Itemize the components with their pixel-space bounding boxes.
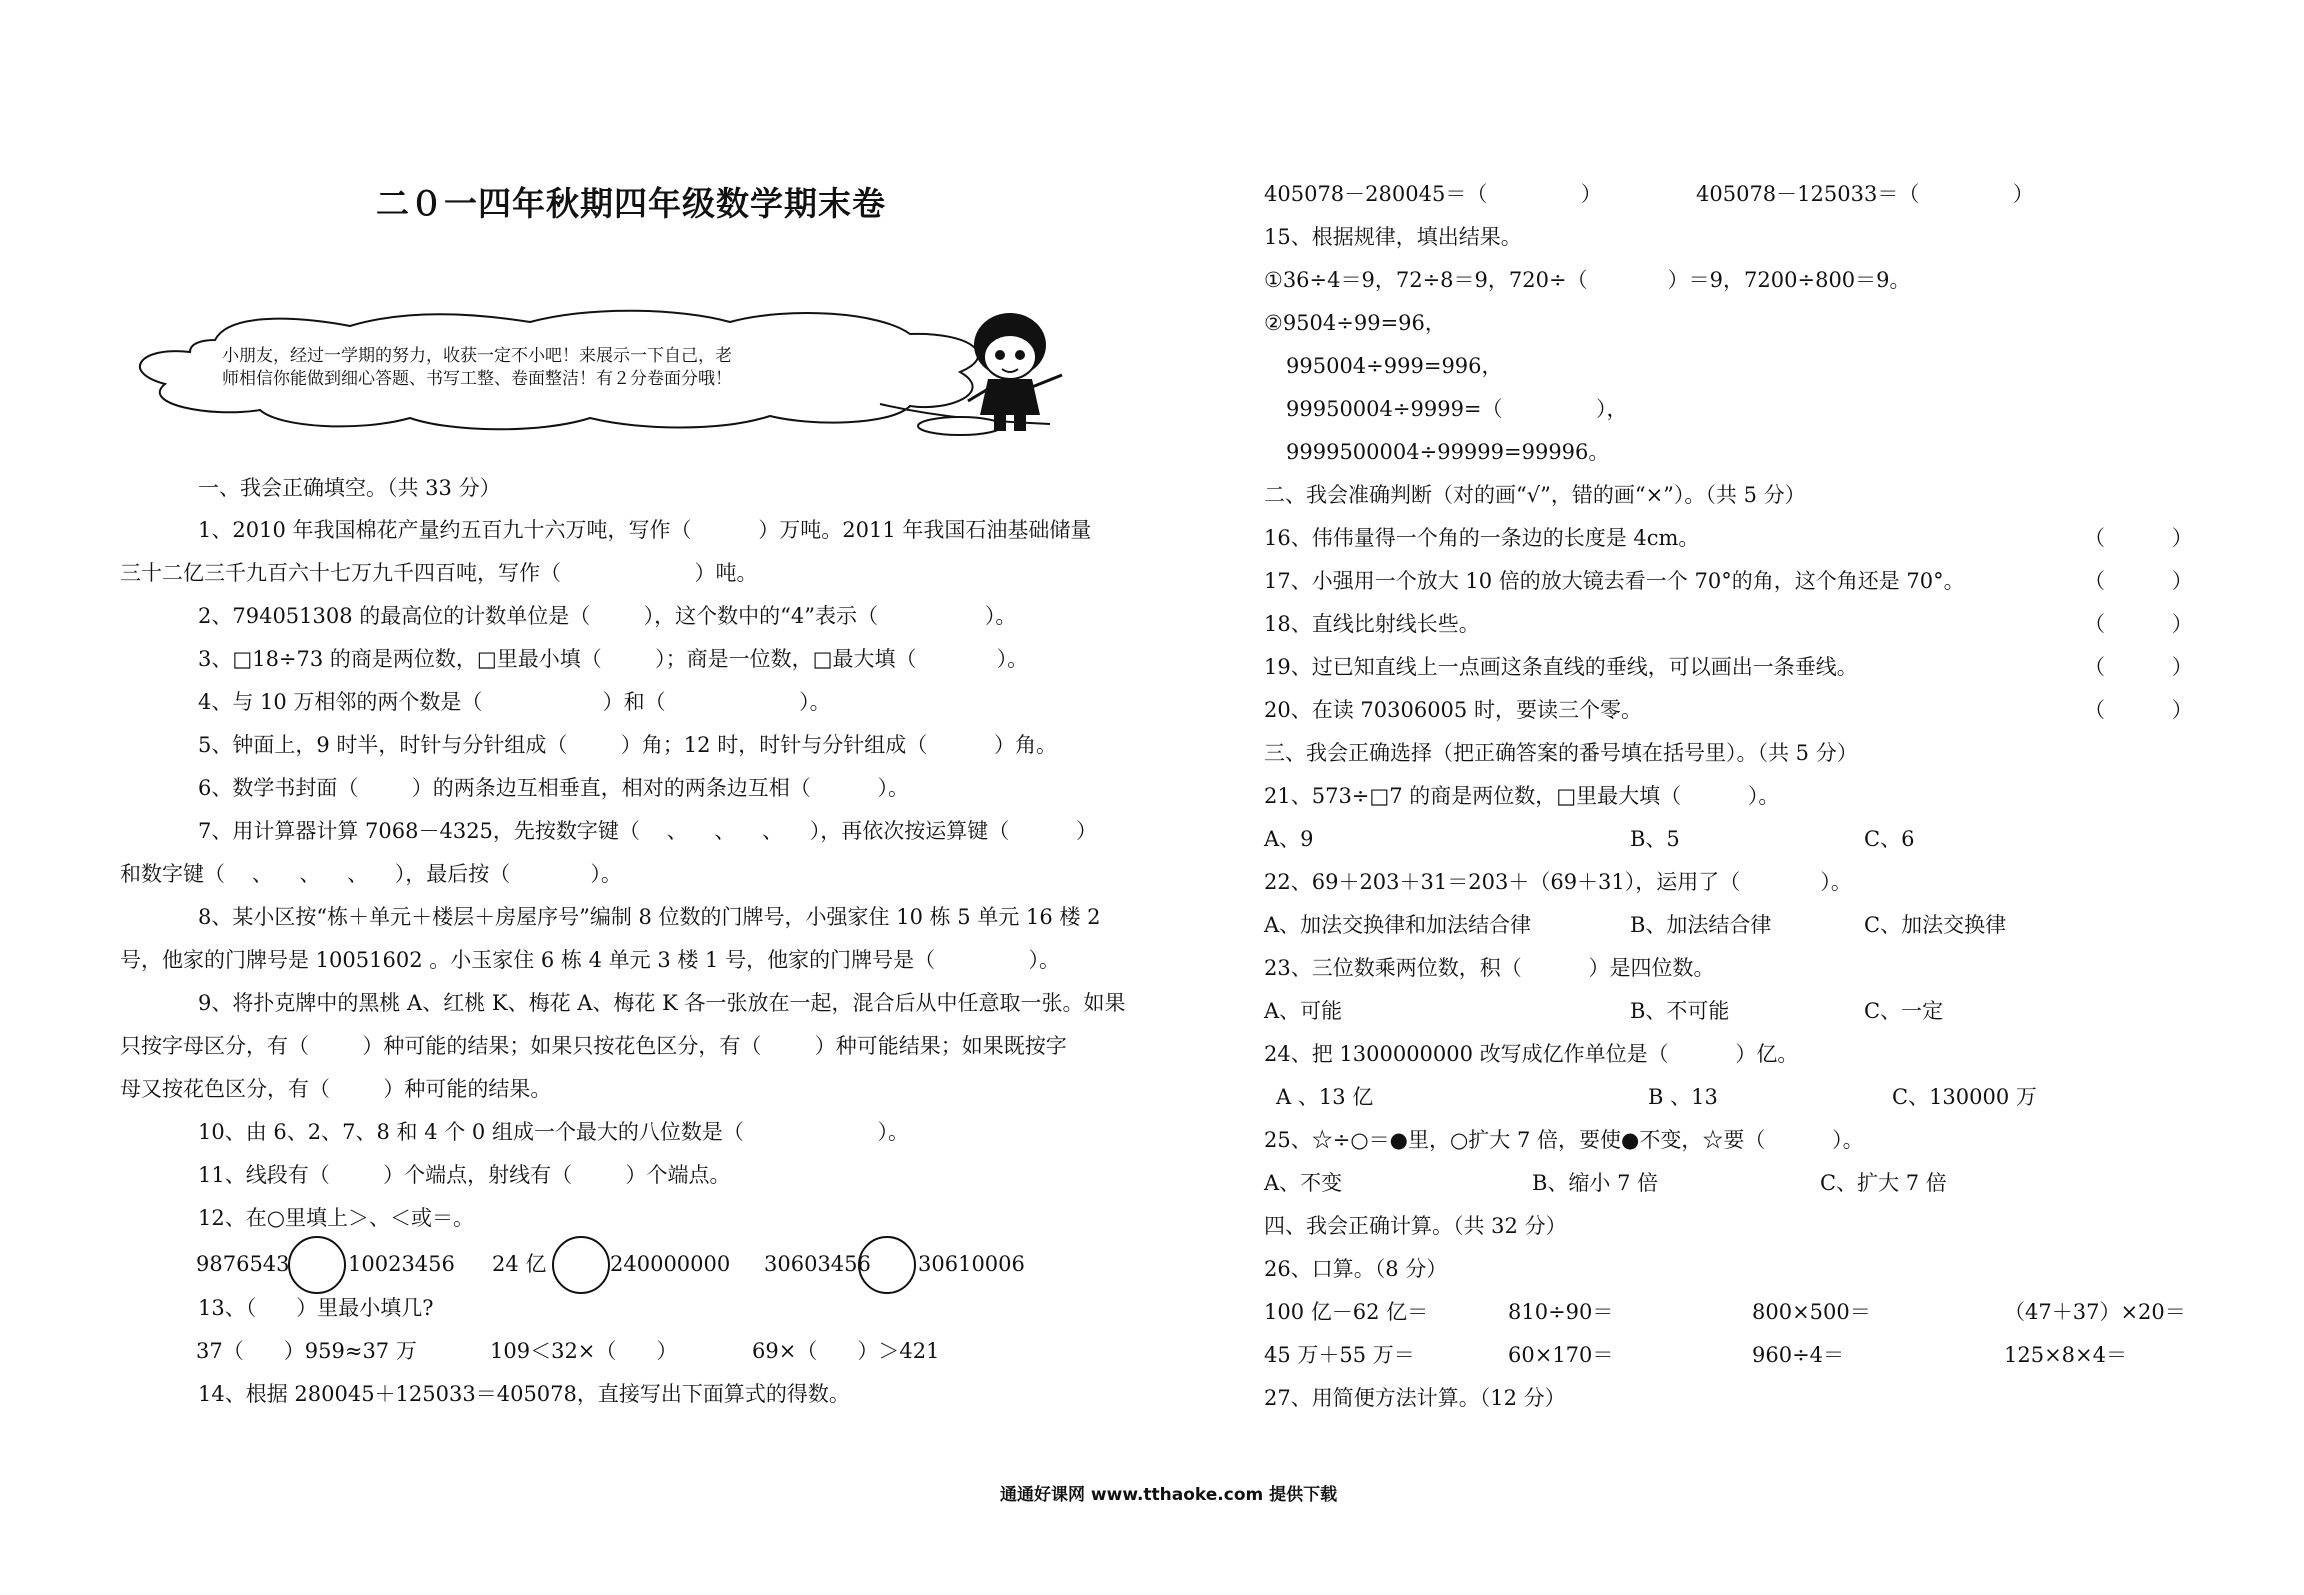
q24-option-c[interactable]: C、130000 万 [1892,1085,2037,1109]
cartoon-kid-illustration [950,305,1070,445]
calc-2: 810÷90＝ [1508,1300,1614,1324]
calc-3: 800×500＝ [1752,1300,1871,1324]
calc-1: 100 亿－62 亿＝ [1264,1300,1429,1324]
q8-line1: 8、某小区按“栋＋单元＋楼层＋房屋序号”编制 8 位数的门牌号，小强家住 10 栋 5 单元 16 楼 2 [198,905,1101,929]
q23-option-b[interactable]: B、不可能 [1630,999,1730,1023]
q14-calc-a: 405078－280045＝（ ） [1264,182,1602,206]
q12-number-1: 9876543 [196,1252,290,1276]
q12-number-2: 10023456 [348,1252,455,1276]
q1-line1: 1、2010 年我国棉花产量约五百九十六万吨，写作（ ）万吨。2011 年我国石油基础储量 [198,518,1092,542]
q13-a: 37（ ）959≈37 万 [196,1339,417,1363]
q12-number-4: 240000000 [610,1252,731,1276]
q9-line3: 母又按花色区分，有（ ）种可能的结果。 [120,1077,552,1101]
q15-line5: 9999500004÷99999=99996。 [1286,440,1610,464]
q7-line1: 7、用计算器计算 7068－4325，先按数字键（ 、 、 、 ），再依次按运算键（ ） [198,819,1097,843]
q9-line1: 9、将扑克牌中的黑桃 A、红桃 K、梅花 A、梅花 K 各一张放在一起，混合后从中任意取一张。如果 [198,991,1126,1015]
q23-option-c[interactable]: C、一定 [1864,999,1944,1023]
q14-calc-b: 405078－125033＝（ ） [1696,182,2034,206]
calc-6: 60×170＝ [1508,1343,1614,1367]
q7-line2: 和数字键（ 、 、 、 ），最后按（ ）。 [120,862,622,886]
q18-answer-paren[interactable]: （ ） [2084,612,2193,636]
q2: 2、794051308 的最高位的计数单位是（ ），这个数中的“4”表示（ ）。 [198,604,1017,628]
q24-option-a[interactable]: A 、13 亿 [1276,1085,1374,1109]
q19: 19、过已知直线上一点画这条直线的垂线，可以画出一条垂线。 [1264,655,1858,679]
q8-line2: 号，他家的门牌号是 10051602 。小玉家住 6 栋 4 单元 3 楼 1 号，他家的门牌号是（ ）。 [120,948,1061,972]
q15-line3: 995004÷999=996， [1286,354,1503,378]
q20: 20、在读 70306005 时，要读三个零。 [1264,698,1642,722]
q27: 27、用简便方法计算。（12 分） [1264,1386,1566,1410]
q10: 10、由 6、2、7、8 和 4 个 0 组成一个最大的八位数是（ ）。 [198,1120,909,1144]
q13-c: 69×（ ）＞421 [752,1339,940,1363]
q22: 22、69＋203＋31＝203＋（69＋31），运用了（ ）。 [1264,870,1852,894]
q6: 6、数学书封面（ ）的两条边互相垂直，相对的两条边互相（ ）。 [198,776,910,800]
q25-option-b[interactable]: B、缩小 7 倍 [1532,1171,1659,1195]
q12-number-5: 30603456 [764,1252,871,1276]
calc-8: 125×8×4＝ [2004,1343,2127,1367]
q19-answer-paren[interactable]: （ ） [2084,655,2193,679]
q21: 21、573÷□7 的商是两位数，□里最大填（ ）。 [1264,784,1780,808]
calc-5: 45 万＋55 万＝ [1264,1343,1415,1367]
q12: 12、在○里填上＞、＜或＝。 [198,1206,475,1230]
q13-b: 109＜32×（ ） [490,1339,678,1363]
q15-line2: ②9504÷99=96， [1264,311,1446,335]
calc-4: （47＋37）×20＝ [2004,1300,2186,1324]
q22-option-b[interactable]: B、加法结合律 [1630,913,1772,937]
q15: 15、根据规律，填出结果。 [1264,225,1522,249]
q23: 23、三位数乘两位数，积（ ）是四位数。 [1264,956,1715,980]
footer-credit: 通通好课网 www.tthaoke.com 提供下载 [1000,1485,1338,1505]
q21-option-b[interactable]: B、5 [1630,827,1680,851]
q24: 24、把 1300000000 改写成亿作单位是（ ）亿。 [1264,1042,1799,1066]
q20-answer-paren[interactable]: （ ） [2084,698,2193,722]
q15-line4: 99950004÷9999=（ ）， [1286,397,1628,421]
cloud-text-line2: 师相信你能做到细心答题、书写工整、卷面整洁！有２分卷面分哦！ [222,369,732,389]
section-3-title: 三、我会正确选择（把正确答案的番号填在括号里）。（共 5 分） [1264,741,1858,765]
q25-option-c[interactable]: C、扩大 7 倍 [1820,1171,1947,1195]
q25-option-a[interactable]: A、不变 [1264,1171,1343,1195]
q21-option-a[interactable]: A、9 [1264,827,1314,851]
q13: 13、（ ）里最小填几? [198,1296,434,1320]
compare-circle-3[interactable] [858,1236,916,1294]
q21-option-c[interactable]: C、6 [1864,827,1915,851]
q11: 11、线段有（ ）个端点，射线有（ ）个端点。 [198,1163,731,1187]
q23-option-a[interactable]: A、可能 [1264,999,1343,1023]
q1-line2: 三十二亿三千九百六十七万九千四百吨，写作（ ）吨。 [120,561,758,585]
q4: 4、与 10 万相邻的两个数是（ ）和（ ）。 [198,690,831,714]
q26: 26、口算。（8 分） [1264,1257,1448,1281]
cloud-text-line1: 小朋友，经过一学期的努力，收获一定不小吧！来展示一下自己，老 [222,346,732,366]
q12-number-6: 30610006 [918,1252,1025,1276]
q5: 5、钟面上，9 时半，时针与分针组成（ ）角；12 时，时针与分针组成（ ）角。 [198,733,1057,757]
q17-answer-paren[interactable]: （ ） [2084,569,2193,593]
section-1-title: 一、我会正确填空。（共 33 分） [198,476,501,500]
section-4-title: 四、我会正确计算。（共 32 分） [1264,1214,1567,1238]
q12-number-3: 24 亿 [492,1252,547,1276]
q22-option-a[interactable]: A、加法交换律和加法结合律 [1264,913,1532,937]
q22-option-c[interactable]: C、加法交换律 [1864,913,2007,937]
q25: 25、☆÷○＝●里，○扩大 7 倍，要使●不变，☆要（ ）。 [1264,1128,1864,1152]
q16: 16、伟伟量得一个角的一条边的长度是 4cm。 [1264,526,1700,550]
q9-line2: 只按字母区分，有（ ）种可能的结果；如果只按花色区分，有（ ）种可能结果；如果既按字 [120,1034,1067,1058]
q24-option-b[interactable]: B 、13 [1648,1085,1718,1109]
page-title: 二０一四年秋期四年级数学期末卷 [376,184,886,223]
section-2-title: 二、我会准确判断（对的画“√”，错的画“×”）。（共 5 分） [1264,483,1806,507]
q17: 17、小强用一个放大 10 倍的放大镜去看一个 70°的角，这个角还是 70°。 [1264,569,1965,593]
q14: 14、根据 280045＋125033＝405078，直接写出下面算式的得数。 [198,1382,850,1406]
compare-circle-1[interactable] [288,1236,346,1294]
calc-7: 960÷4＝ [1752,1343,1845,1367]
q18: 18、直线比射线长些。 [1264,612,1480,636]
q15-line1: ①36÷4＝9，72÷8＝9，720÷（ ）＝9，7200÷800＝9。 [1264,268,1911,292]
q3: 3、□18÷73 的商是两位数，□里最小填（ ）；商是一位数，□最大填（ ）。 [198,647,1029,671]
q16-answer-paren[interactable]: （ ） [2084,526,2193,550]
compare-circle-2[interactable] [552,1236,610,1294]
